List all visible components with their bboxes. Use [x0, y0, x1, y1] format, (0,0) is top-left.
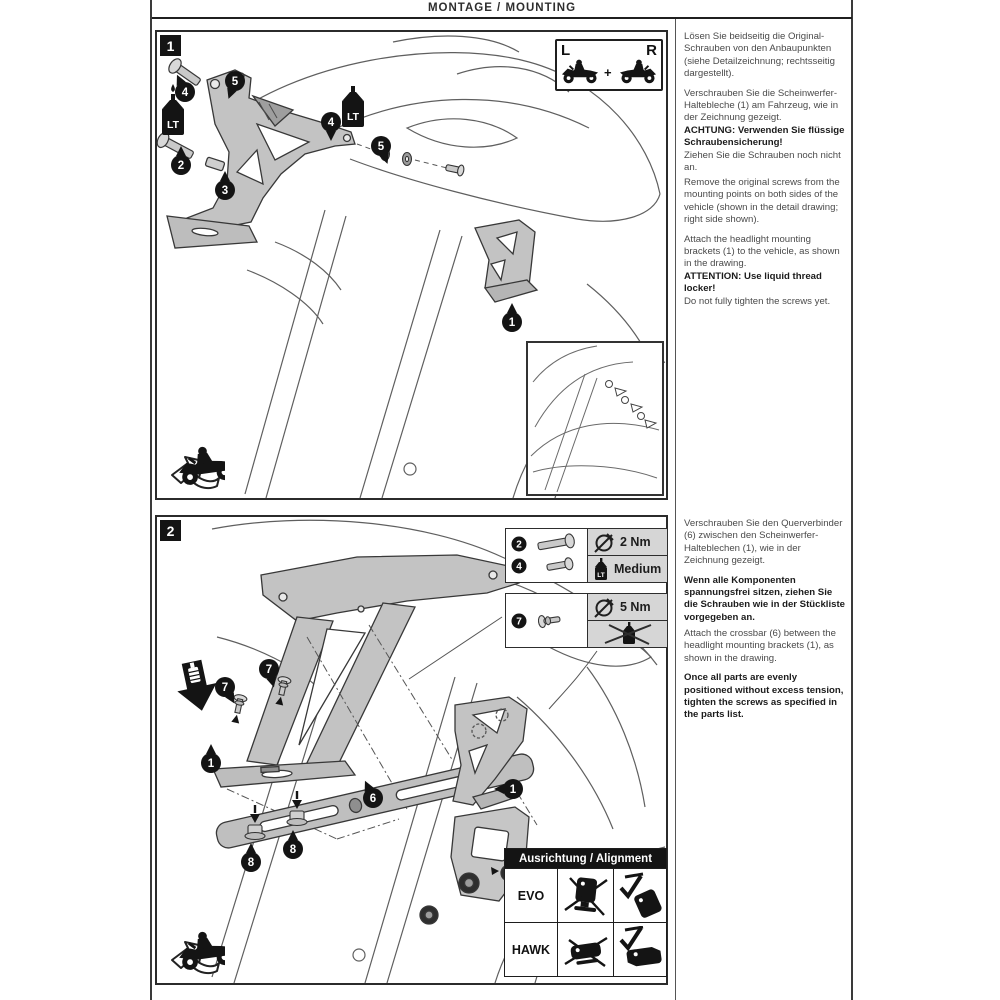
no-thread-locker-icon — [593, 621, 663, 647]
no-thread-locker-row — [588, 621, 667, 648]
callout-pin-8a — [241, 843, 261, 872]
torque-spec-row — [588, 529, 667, 556]
svg-text:1: 1 — [509, 784, 517, 796]
instruction-paragraph: Ziehen Sie die Schrauben noch nicht an. — [684, 149, 841, 174]
thread-locker-bottle-icon — [593, 557, 609, 581]
both-sides-indicator — [555, 39, 663, 91]
step1-instructions-en — [684, 177, 846, 308]
column-divider-rule — [675, 17, 676, 1000]
instruction-paragraph: Lösen Sie beidseitig die Original-Schrauben von den Anbaupunkten (siehe Detailzeichnung; rechtsseitig dargestellt). — [684, 31, 835, 80]
evo-correct-cell — [613, 869, 666, 922]
header-rule — [152, 17, 852, 19]
svg-text:8: 8 — [289, 844, 297, 856]
model-label: EVO — [517, 888, 545, 903]
callout-pin-1a — [201, 744, 221, 773]
step1-drawing — [157, 32, 666, 498]
torque-table-b — [505, 593, 668, 648]
travel-direction-icon — [167, 923, 225, 977]
evo-wrong-cell — [557, 869, 613, 922]
plus-sign: + — [604, 65, 612, 80]
washer-icon — [381, 148, 465, 177]
svg-text:1: 1 — [207, 758, 215, 770]
thread-locker-strength: Medium — [614, 561, 662, 576]
screw-7-callout: 7 — [515, 616, 522, 627]
svg-text:8: 8 — [247, 857, 255, 869]
alignment-table-title: Ausrichtung / Alignment — [505, 849, 666, 868]
torque-table-a-parts-cell — [506, 529, 588, 582]
screw-4-callout: 4 — [515, 561, 522, 572]
hawk-wrong-alignment-icon — [563, 926, 609, 974]
callout-pin-1 — [502, 303, 522, 332]
motorcycle-left-icon — [561, 59, 599, 84]
screws-2-4-icon — [510, 532, 584, 580]
evo-wrong-alignment-icon — [563, 872, 609, 920]
right-side-label: R — [646, 42, 657, 59]
page-title: MONTAGE / MOUNTING — [427, 2, 577, 14]
warning-text: ATTENTION: Use liquid thread locker! — [684, 270, 822, 295]
evo-correct-alignment-icon — [617, 872, 663, 920]
alignment-table — [504, 848, 667, 977]
spacer-sleeve — [205, 157, 225, 171]
alignment-row-hawk — [505, 922, 666, 976]
svg-text:5: 5 — [377, 141, 385, 153]
svg-text:3: 3 — [221, 185, 229, 197]
motorcycle-right-icon — [619, 59, 657, 84]
instruction-paragraph-bold: Once all parts are evenly positioned without excess tension, tighten the screws as specified in the parts list. — [684, 672, 844, 721]
hawk-correct-cell — [613, 923, 666, 976]
svg-text:7: 7 — [221, 682, 229, 694]
svg-text:6: 6 — [369, 793, 377, 805]
torque-value: 5 Nm — [620, 599, 651, 614]
instruction-paragraph: Verschrauben Sie den Querverbinder (6) zwischen den Scheinwerfer-Halteblechen (1), wie in der Zeichnung gezeigt. — [684, 518, 843, 567]
step2-number-badge: 2 — [160, 520, 181, 541]
screw-7-icon — [510, 597, 584, 645]
step2-instructions-en — [684, 628, 846, 729]
lt-label: LT — [597, 571, 605, 579]
headlight-bracket-right — [475, 220, 537, 302]
step1-number-badge: 1 — [160, 35, 181, 56]
assembly-guide-line — [357, 144, 447, 168]
right-page-rule — [851, 0, 853, 1000]
warning-text: ACHTUNG: Verwenden Sie flüssige Schraubensicherung! — [684, 124, 845, 149]
left-page-rule — [150, 0, 152, 1000]
instruction-paragraph: Attach the crossbar (6) between the headlight mounting brackets (1), as shown in the drawing. — [684, 628, 836, 664]
thread-locker-bottle-icon — [342, 86, 364, 127]
svg-text:4: 4 — [181, 87, 189, 99]
detail-inset-box — [527, 342, 663, 495]
callout-pin-5b — [371, 136, 392, 166]
insert-direction-arrow-icon — [172, 658, 222, 715]
instruction-paragraph: Remove the original screws from the mounting points on both sides of the vehicle (shown in the detail drawing; right side shown). — [684, 177, 840, 226]
instruction-paragraph: Verschrauben Sie die Scheinwerfer-Haltebleche (1) am Fahrzeug, wie in der Zeichnung gezeigt. — [684, 87, 839, 124]
step2-instructions-de — [684, 518, 846, 631]
alignment-row-evo — [505, 868, 666, 922]
instruction-paragraph: Attach the headlight mounting brackets (1) to the vehicle, as shown in the drawing. — [684, 233, 840, 270]
thread-locker-row — [588, 556, 667, 583]
torque-spec-row — [588, 594, 667, 621]
instruction-paragraph-bold: Wenn alle Komponenten spannungsfrei sitzen, ziehen Sie die Schrauben wie in der Stückliste vorgegeben an. — [684, 574, 846, 623]
step1-instructions-de — [684, 31, 846, 174]
travel-direction-icon — [167, 438, 225, 492]
left-side-label: L — [561, 42, 571, 59]
torque-table-b-parts-cell — [506, 594, 588, 647]
model-label: HAWK — [511, 942, 551, 957]
hawk-correct-alignment-icon — [617, 926, 663, 974]
torque-wrench-icon — [593, 596, 615, 618]
step2-panel — [155, 515, 668, 985]
svg-text:7: 7 — [265, 664, 273, 676]
svg-text:2: 2 — [177, 160, 185, 172]
lt-label: LT — [166, 119, 180, 131]
svg-text:1: 1 — [508, 317, 516, 329]
svg-text:4: 4 — [327, 117, 335, 129]
headlight-bracket-left — [167, 70, 355, 248]
torque-value: 2 Nm — [620, 534, 651, 549]
screw-2-callout: 2 — [515, 539, 522, 550]
step1-panel — [155, 30, 668, 500]
torque-wrench-icon — [593, 531, 615, 553]
svg-text:5: 5 — [231, 76, 239, 88]
torque-table-a — [505, 528, 668, 583]
hawk-wrong-cell — [557, 923, 613, 976]
lt-label: LT — [346, 111, 360, 123]
instruction-paragraph: Do not fully tighten the screws yet. — [684, 295, 831, 307]
